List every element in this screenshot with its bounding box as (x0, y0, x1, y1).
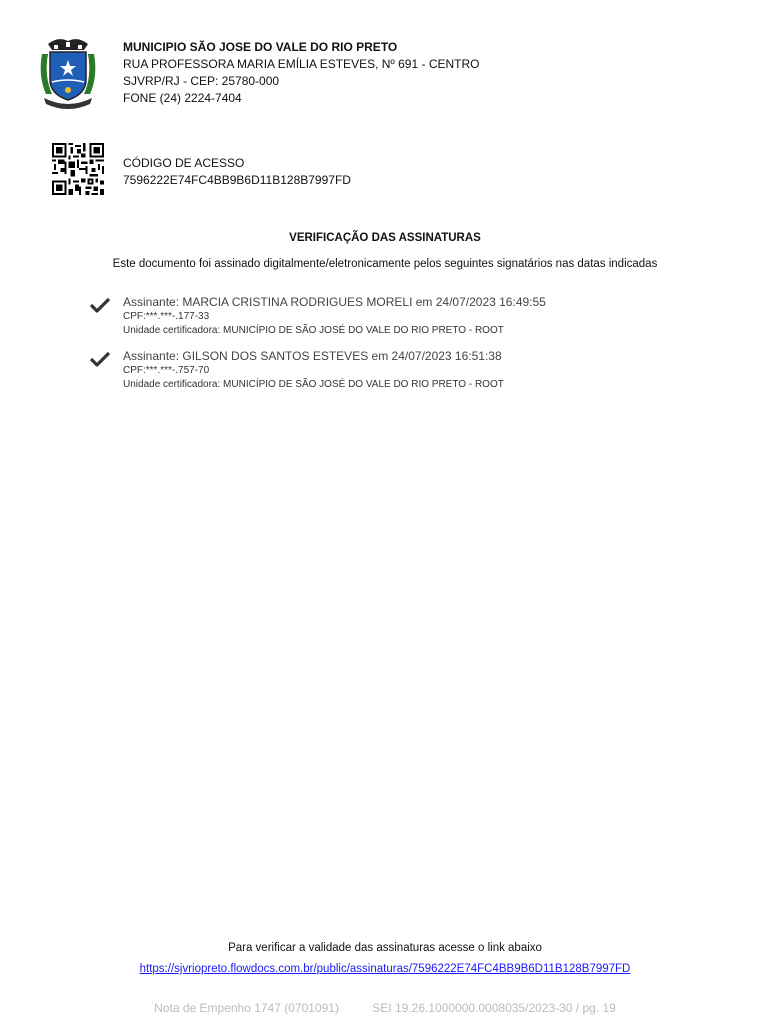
access-code-label: CÓDIGO DE ACESSO (123, 156, 245, 170)
signatures-verification-title: VERIFICAÇÃO DAS ASSINATURAS (289, 232, 481, 244)
phone-number: FONE (24) 2224-7404 (123, 91, 242, 105)
signer-name-date: Assinante: MARCIA CRISTINA RODRIGUES MORELI em 24/07/2023 16:49:55 (123, 295, 546, 309)
signer-certifying-unit: Unidade certificadora: MUNICÍPIO DE SÃO JOSÉ DO VALE DO RIO PRETO - ROOT (123, 325, 504, 336)
signer-name-date: Assinante: GILSON DOS SANTOS ESTEVES em 24/07/2023 16:51:38 (123, 349, 502, 363)
signer-cpf: CPF:***.***-.177-33 (123, 311, 210, 322)
footer-commitment-note: Nota de Empenho 1747 (0701091) (154, 1001, 339, 1015)
access-code-value: 7596222E74FC4BB9B6D11B128B7997FD (123, 173, 351, 187)
signer-certifying-unit: Unidade certificadora: MUNICÍPIO DE SÃO JOSÉ DO VALE DO RIO PRETO - ROOT (123, 379, 504, 390)
checkmark-icon (90, 351, 110, 367)
footer-sei-reference: SEI 19.26.1000000.0008035/2023-30 / pg. 19 (372, 1001, 616, 1015)
signer-cpf: CPF:***.***-.757-70 (123, 365, 210, 376)
municipal-coat-of-arms-logo (38, 36, 98, 110)
header-address-block (123, 39, 479, 107)
verify-instructions: Para verificar a validade das assinaturas acesse o link abaixo (228, 942, 542, 954)
verification-link[interactable]: https://sjvriopreto.flowdocs.com.br/public/assinaturas/7596222E74FC4BB9B6D11B128B7997FD (139, 963, 631, 975)
checkmark-icon (90, 297, 110, 313)
organization-name: MUNICIPIO SÃO JOSE DO VALE DO RIO PRETO (123, 40, 398, 54)
city-postal-code: SJVRP/RJ - CEP: 25780-000 (123, 74, 280, 88)
access-code-block (123, 155, 351, 189)
signatures-intro-text: Este documento foi assinado digitalmente/eletronicamente pelos seguintes signatários nas datas indicadas (112, 258, 658, 270)
street-address: RUA PROFESSORA MARIA EMÍLIA ESTEVES, Nº 691 - CENTRO (123, 57, 480, 71)
page-footer (0, 1001, 770, 1015)
qr-code-icon (50, 143, 106, 195)
